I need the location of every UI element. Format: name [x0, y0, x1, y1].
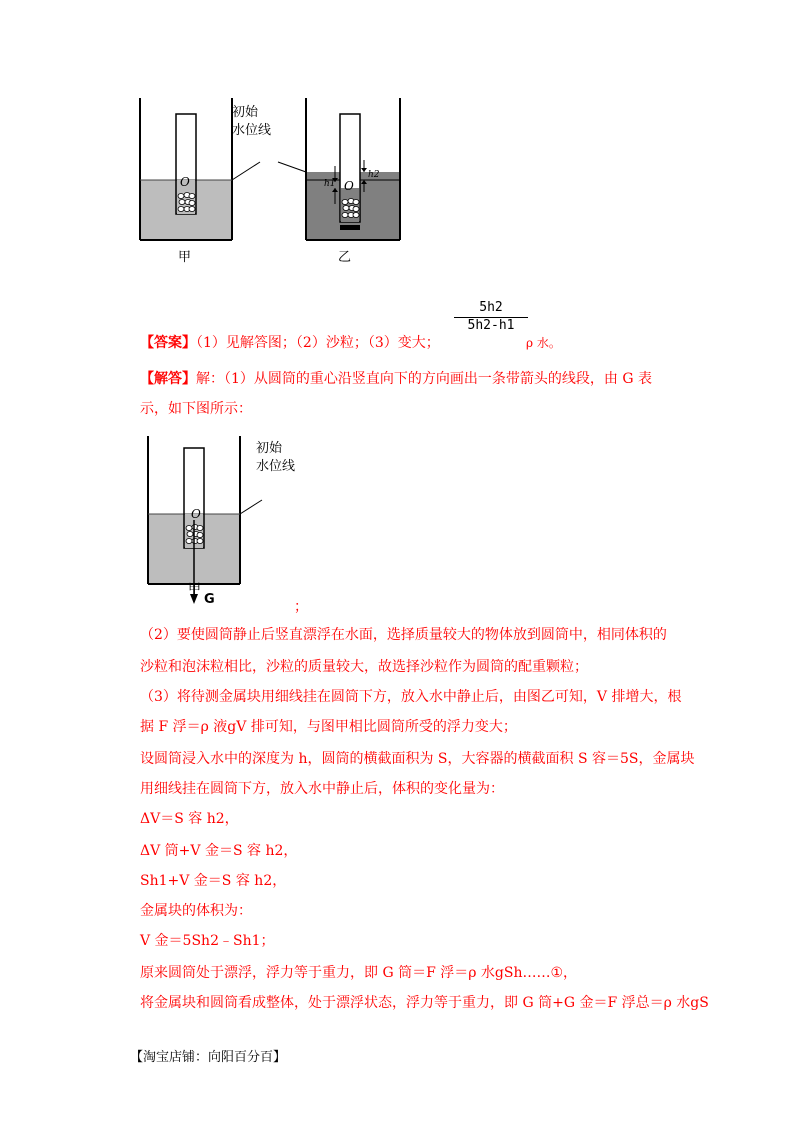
label-O-jia: O: [180, 175, 190, 189]
container-yi: [278, 98, 400, 240]
after-figure-semicolon: ；: [294, 599, 308, 615]
label-initial-water-line: 初始 水位线: [232, 105, 272, 138]
p2-line-1: （2）要使圆筒静止后竖直漂浮在水面，选择质量较大的物体放到圆筒中，相同体积的: [140, 627, 667, 643]
footer-shop: 【淘宝店铺：向阳百分百】: [130, 1050, 287, 1065]
answer-fraction: [454, 300, 528, 333]
fig2-label-G: G: [204, 592, 215, 607]
solution-text-1: 解：（1）从圆筒的重心沿竖直向下的方向画出一条带箭头的线段，由 G 表: [196, 371, 652, 387]
fraction-denominator: 5h2-h1: [467, 318, 515, 333]
solution-line-2: 示，如下图所示：: [140, 401, 252, 417]
fraction-numerator: 5h2: [454, 300, 528, 318]
answer-text: （1）见解答图；（2）沙粒；（3）变大；: [196, 335, 440, 351]
solution-line-1: [140, 368, 682, 390]
eq-3: Sh1+V 金＝S 容 h2，: [140, 873, 287, 889]
label-h1: h1: [324, 179, 336, 189]
eq-4-label: 金属块的体积为：: [140, 903, 252, 919]
eq-5: V 金＝5Sh2﹣Sh1；: [140, 933, 275, 949]
answer-tag: 【答案】: [140, 335, 196, 351]
label-O-fig2: O: [191, 507, 201, 521]
p2-line-2: 沙粒和泡沫粒相比，沙粒的质量较大，故选择沙粒作为圆筒的配重颗粒；: [140, 659, 588, 675]
fig2-label-initial-water-line: 初始 水位线: [256, 441, 296, 474]
eq-2: ΔV 筒+V 金＝S 容 h2，: [140, 843, 298, 859]
fig2-label-jia: 甲: [188, 582, 202, 597]
answer-line: [140, 332, 682, 354]
p5: 原来圆筒处于漂浮，浮力等于重力，即 G 筒＝F 浮＝ρ 水gSh……①，: [140, 965, 578, 981]
fraction-rho: ρ 水。: [526, 336, 561, 350]
p4-line-2: 用细线挂在圆筒下方，放入水中静止后，体积的变化量为：: [140, 781, 504, 797]
p6: 将金属块和圆筒看成整体，处于漂浮状态，浮力等于重力，即 G 筒+G 金＝F 浮总＝ρ 水gS: [140, 995, 709, 1011]
p4-line-1: 设圆筒浸入水中的深度为 h，圆筒的横截面积为 S，大容器的横截面积 S 容＝5S，金属块: [140, 751, 695, 767]
label-yi: 乙: [338, 250, 352, 265]
label-h2: h2: [368, 170, 380, 180]
label-jia: 甲: [178, 250, 192, 265]
p3-line-1: （3）将待测金属块用细线挂在圆筒下方，放入水中静止后，由图乙可知，V 排增大，根: [140, 689, 682, 705]
eq-1: ΔV＝S 容 h2，: [140, 811, 239, 827]
solution-tag: 【解答】: [140, 371, 196, 387]
p3-line-2: 据 F 浮＝ρ 液gV 排可知，与图甲相比圆筒所受的浮力变大；: [140, 719, 517, 735]
label-O-yi: O: [344, 179, 354, 193]
